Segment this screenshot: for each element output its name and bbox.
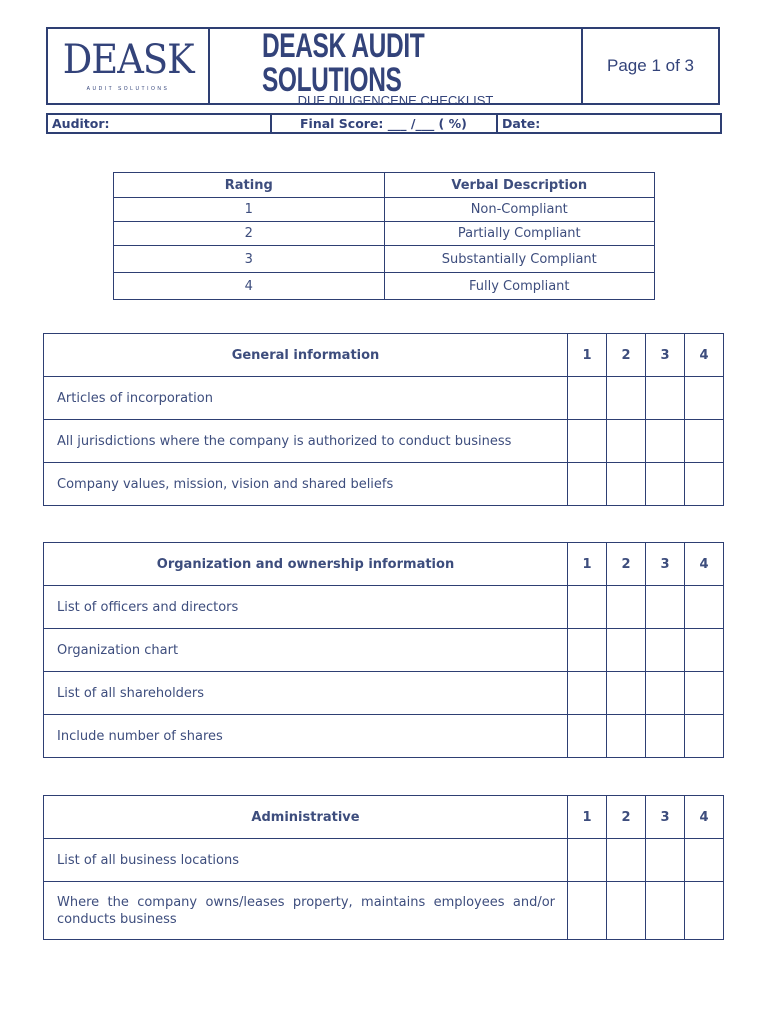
rating-checkbox-1[interactable]: [568, 377, 607, 420]
checklist-row: [44, 672, 724, 715]
rating-checkbox-1[interactable]: [568, 882, 607, 940]
section-general-information: [43, 333, 724, 506]
rating-checkbox-2[interactable]: [607, 463, 646, 506]
document-title: DEASK AUDIT SOLUTIONS: [261, 26, 425, 99]
rating-checkbox-2[interactable]: [607, 839, 646, 882]
scale-header-4: 4: [685, 334, 724, 377]
company-logo: [48, 29, 210, 103]
rating-value: 2: [114, 222, 385, 246]
rating-checkbox-3[interactable]: [646, 839, 685, 882]
rating-checkbox-2[interactable]: [607, 629, 646, 672]
rating-checkbox-1[interactable]: [568, 629, 607, 672]
document-subtitle: DUE DILIGENCENE CHECKLIST: [297, 92, 494, 108]
checklist-row: [44, 586, 724, 629]
rating-checkbox-3[interactable]: [646, 377, 685, 420]
scale-header-2: 2: [607, 543, 646, 586]
auditor-field[interactable]: Auditor:: [48, 115, 272, 132]
rating-checkbox-4[interactable]: [685, 839, 724, 882]
rating-checkbox-2[interactable]: [607, 586, 646, 629]
rating-checkbox-1[interactable]: [568, 586, 607, 629]
rating-checkbox-2[interactable]: [607, 377, 646, 420]
scale-header-3: 3: [646, 543, 685, 586]
scale-header-1: 1: [568, 543, 607, 586]
checklist-item: Articles of incorporation: [44, 377, 568, 420]
scale-header-2: 2: [607, 334, 646, 377]
scale-header-1: 1: [568, 334, 607, 377]
rating-checkbox-2[interactable]: [607, 882, 646, 940]
scale-header-2: 2: [607, 796, 646, 839]
checklist-row: [44, 629, 724, 672]
rating-row: [114, 198, 655, 222]
checklist-item: Include number of shares: [44, 715, 568, 758]
rating-checkbox-3[interactable]: [646, 882, 685, 940]
checklist-item: List of all business locations: [44, 839, 568, 882]
logo-tagline: AUDIT SOLUTIONS: [86, 86, 170, 92]
scale-header-4: 4: [685, 543, 724, 586]
rating-row: [114, 222, 655, 246]
checklist-item: Company values, mission, vision and shared beliefs: [44, 463, 568, 506]
page-number: Page 1 of 3: [607, 56, 694, 75]
rating-checkbox-3[interactable]: [646, 715, 685, 758]
scale-header-1: 1: [568, 796, 607, 839]
checklist-row: [44, 715, 724, 758]
document-header: [46, 26, 720, 108]
section-title: General information: [44, 334, 568, 377]
rating-value: 1: [114, 198, 385, 222]
audit-info-bar: [46, 113, 722, 134]
checklist-row: [44, 377, 724, 420]
rating-description: Non-Compliant: [384, 198, 655, 222]
title-block: [210, 26, 583, 108]
rating-checkbox-3[interactable]: [646, 420, 685, 463]
section-title: Administrative: [44, 796, 568, 839]
rating-row: [114, 246, 655, 273]
scale-header-3: 3: [646, 334, 685, 377]
checklist-row: [44, 882, 724, 940]
checklist-row: [44, 463, 724, 506]
rating-checkbox-1[interactable]: [568, 839, 607, 882]
section-title: Organization and ownership information: [44, 543, 568, 586]
rating-checkbox-1[interactable]: [568, 420, 607, 463]
rating-checkbox-2[interactable]: [607, 715, 646, 758]
rating-description: Partially Compliant: [384, 222, 655, 246]
rating-checkbox-1[interactable]: [568, 672, 607, 715]
rating-checkbox-3[interactable]: [646, 463, 685, 506]
rating-description: Substantially Compliant: [384, 246, 655, 273]
checklist-item: List of all shareholders: [44, 672, 568, 715]
rating-checkbox-4[interactable]: [685, 463, 724, 506]
checklist-row: [44, 839, 724, 882]
final-score-field[interactable]: Final Score: ___ /___ ( %): [272, 115, 498, 132]
rating-header-row: [114, 173, 655, 198]
rating-description: Fully Compliant: [384, 273, 655, 300]
rating-value: 3: [114, 246, 385, 273]
rating-checkbox-4[interactable]: [685, 420, 724, 463]
checklist-item: Where the company owns/leases property, maintains employees and/or conducts business: [44, 882, 568, 940]
logo-wordmark: DEASK: [62, 37, 194, 83]
rating-checkbox-3[interactable]: [646, 672, 685, 715]
section-header-row: [44, 543, 724, 586]
section-administrative: [43, 795, 724, 940]
checklist-row: [44, 420, 724, 463]
rating-checkbox-1[interactable]: [568, 715, 607, 758]
scale-header-3: 3: [646, 796, 685, 839]
description-column-header: Verbal Description: [384, 173, 655, 198]
section-header-row: [44, 796, 724, 839]
section-organization-ownership: [43, 542, 724, 758]
rating-row: [114, 273, 655, 300]
checklist-item: All jurisdictions where the company is authorized to conduct business: [44, 420, 568, 463]
rating-checkbox-3[interactable]: [646, 586, 685, 629]
rating-checkbox-4[interactable]: [685, 882, 724, 940]
rating-legend-table: [113, 172, 655, 300]
rating-checkbox-4[interactable]: [685, 672, 724, 715]
scale-header-4: 4: [685, 796, 724, 839]
checklist-item: Organization chart: [44, 629, 568, 672]
rating-checkbox-4[interactable]: [685, 586, 724, 629]
rating-checkbox-4[interactable]: [685, 377, 724, 420]
rating-checkbox-2[interactable]: [607, 672, 646, 715]
rating-column-header: Rating: [114, 173, 385, 198]
rating-checkbox-1[interactable]: [568, 463, 607, 506]
checklist-item: List of officers and directors: [44, 586, 568, 629]
rating-checkbox-3[interactable]: [646, 629, 685, 672]
rating-checkbox-4[interactable]: [685, 629, 724, 672]
section-header-row: [44, 334, 724, 377]
rating-checkbox-2[interactable]: [607, 420, 646, 463]
rating-value: 4: [114, 273, 385, 300]
rating-checkbox-4[interactable]: [685, 715, 724, 758]
date-field[interactable]: Date:: [502, 116, 541, 131]
